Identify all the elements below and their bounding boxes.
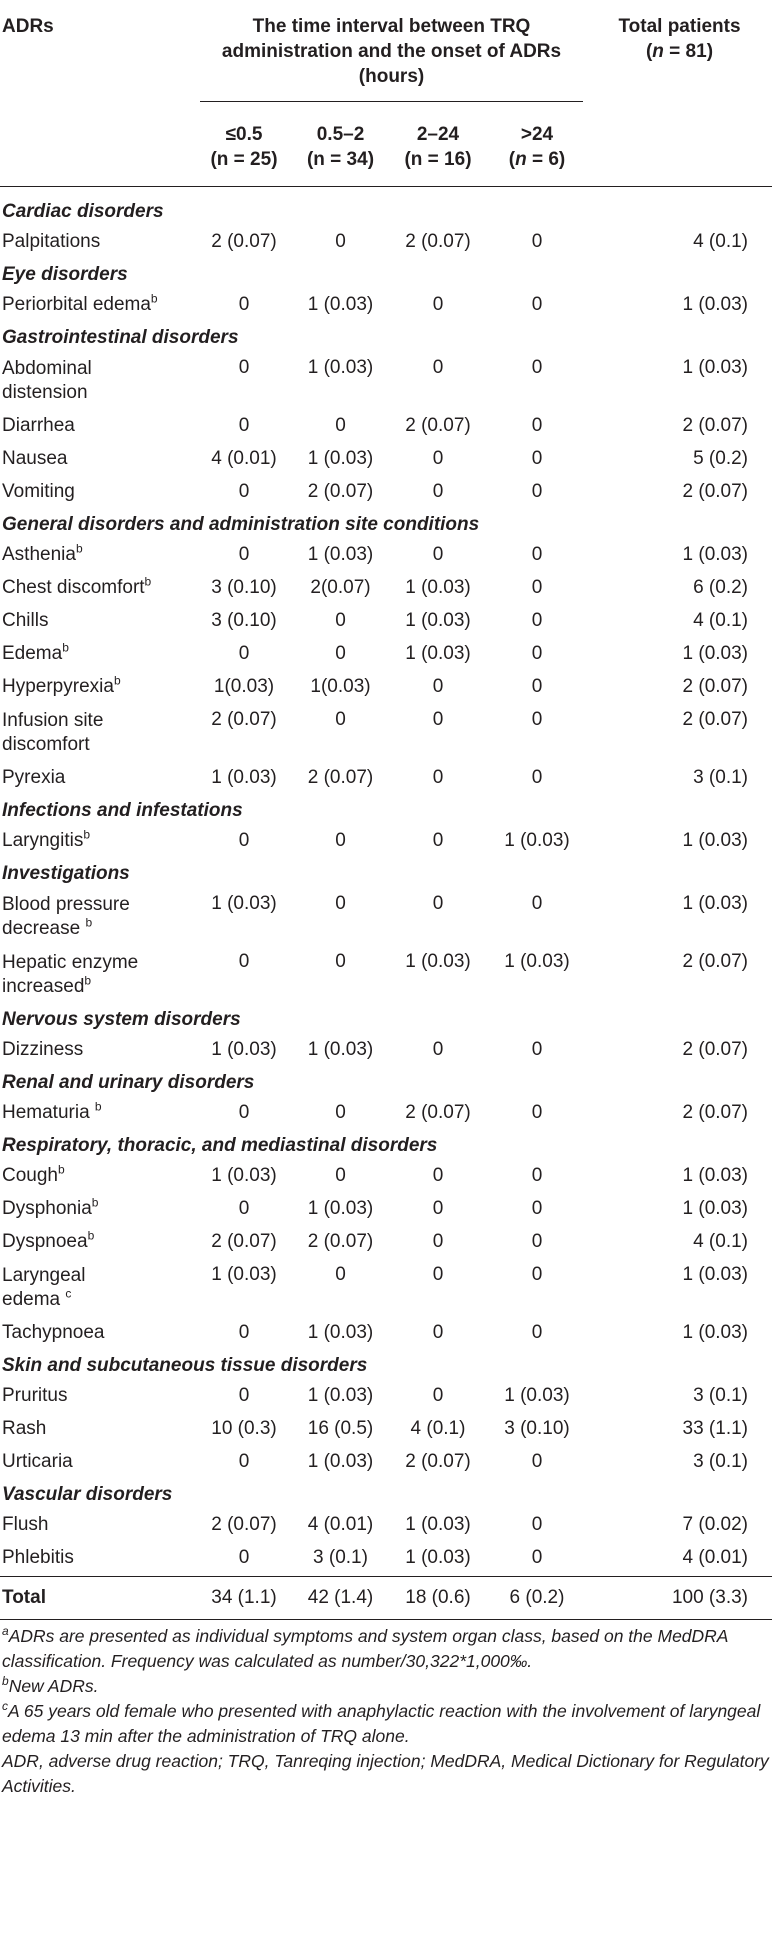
total-value: 4 (0.01) <box>682 1547 748 1568</box>
interval-value: 3 (0.10) <box>211 610 277 631</box>
interval-value: 0 <box>432 767 444 788</box>
footnote-a: $^a$ADRs are presented as individual symptoms and system organ class, based on the MedDRA classification. Frequency was calculated as number/30,322*1,000‰. <box>2 1624 728 1671</box>
total-value: 6 (0.2) <box>693 577 748 598</box>
footnote-c: $^c$A 65 years old female who presented with anaphylactic reaction with the involvement of laryngeal edema 13 min after the administration of TRQ alone. <box>2 1699 761 1746</box>
header-time-interval <box>196 0 587 104</box>
table-row <box>0 606 772 639</box>
table-row <box>0 444 772 477</box>
interval-value: 0 <box>531 1322 543 1343</box>
interval-value: 0 <box>432 1322 444 1343</box>
interval-value: 0 <box>238 357 250 378</box>
adr-name: Chest discomfort$^b$ <box>2 574 152 598</box>
category-row <box>0 1131 772 1161</box>
table-row <box>0 672 772 705</box>
interval-value: 1 (0.03) <box>307 1451 374 1472</box>
category-label: General disorders and administration site conditions <box>2 514 480 535</box>
adr-name: Palpitations <box>2 231 101 252</box>
interval-value: 0 <box>238 415 250 436</box>
category-label: Skin and subcutaneous tissue disorders <box>2 1355 368 1376</box>
interval-value: 2 (0.07) <box>211 231 277 252</box>
interval-value: 1 (0.03) <box>405 643 471 664</box>
interval-value: 0 <box>531 544 543 565</box>
interval-value: 0 <box>531 1039 543 1060</box>
interval-value: 0 <box>335 951 346 972</box>
table-row <box>0 889 772 947</box>
category-label: Cardiac disorders <box>2 201 164 222</box>
interval-value: 0 <box>531 1198 543 1219</box>
table-row <box>0 826 772 859</box>
total-value: 1 (0.03) <box>682 294 748 315</box>
total-value: 4 (0.1) <box>693 231 748 252</box>
total-value: 2 (0.07) <box>682 1102 748 1123</box>
total-value: 1 (0.03) <box>682 1198 748 1219</box>
interval-value: 0 <box>531 1514 543 1535</box>
total-value: 2 (0.07) <box>682 1039 748 1060</box>
table-header <box>0 0 772 187</box>
interval-value: 0 <box>238 1547 250 1568</box>
interval-value: 0 <box>238 1451 250 1472</box>
interval-value: 0 <box>432 448 444 469</box>
table-row <box>0 1161 772 1194</box>
interval-value: 0 <box>335 1264 346 1285</box>
grand-total-value: 100 (3.3) <box>587 1577 772 1620</box>
total-interval-value: 42 (1.4) <box>292 1577 389 1620</box>
interval-value: 1 (0.03) <box>307 357 374 378</box>
interval-value: 2 (0.07) <box>405 231 471 252</box>
total-value: 1 (0.03) <box>682 544 748 565</box>
footnote-mark: b <box>144 574 152 589</box>
interval-value: 0 <box>432 830 444 851</box>
table-row <box>0 540 772 573</box>
interval-value: 0 <box>432 357 444 378</box>
interval-value: 1 (0.03) <box>405 610 471 631</box>
interval-value: 2 (0.07) <box>405 1451 471 1472</box>
header-sub-2-24: 2–24 (n = 16) <box>404 124 472 170</box>
category-label: Eye disorders <box>2 264 128 285</box>
adr-name: Dyspnoea$^b$ <box>2 1228 95 1252</box>
table-row <box>0 1227 772 1260</box>
total-value: 33 (1.1) <box>682 1418 748 1439</box>
adr-name: Infusion site discomfort <box>2 710 104 755</box>
interval-value: 4 (0.1) <box>410 1418 466 1439</box>
category-row <box>0 1068 772 1098</box>
category-row <box>0 260 772 290</box>
total-value: 3 (0.1) <box>693 1385 748 1406</box>
adr-name: Phlebitis <box>2 1547 74 1568</box>
total-value: 1 (0.03) <box>682 893 748 914</box>
category-label: Gastrointestinal disorders <box>2 327 239 348</box>
total-value: 1 (0.03) <box>682 1165 748 1186</box>
footnote-mark: b <box>91 1195 99 1210</box>
adr-name: Rash <box>2 1418 47 1439</box>
adr-name: Dysphonia$^b$ <box>2 1195 99 1219</box>
adr-name: Dizziness <box>2 1039 84 1060</box>
total-value: 1 (0.03) <box>682 1322 748 1343</box>
table-body <box>0 187 772 1620</box>
interval-value: 2 (0.07) <box>405 1102 471 1123</box>
adr-name: Laryngeal edema $^c$ <box>2 1265 86 1310</box>
footnote-mark: b <box>150 291 158 306</box>
table-row <box>0 763 772 796</box>
interval-value: 0 <box>335 830 346 851</box>
interval-value: 1 (0.03) <box>307 1039 374 1060</box>
interval-value: 0 <box>432 481 444 502</box>
interval-value: 0 <box>432 1198 444 1219</box>
header-sub-over-24: >24 (n = 6) <box>508 124 566 170</box>
interval-value: 1 (0.03) <box>405 577 471 598</box>
interval-value: 1 (0.03) <box>211 1039 277 1060</box>
footnote-mark: b <box>113 673 121 688</box>
total-interval-value: 34 (1.1) <box>196 1577 292 1620</box>
adr-name: Nausea <box>2 448 68 469</box>
footnote-mark: b <box>87 1228 95 1243</box>
total-label: Total <box>0 1577 196 1620</box>
table-row <box>0 947 772 1005</box>
footnote-mark: b <box>58 1162 65 1177</box>
table-row <box>0 1318 772 1351</box>
footnote-mark: b <box>62 640 69 655</box>
footnote-b: $^b$New ADRs. <box>2 1674 99 1696</box>
total-value: 1 (0.03) <box>682 643 748 664</box>
interval-value: 0 <box>531 1165 543 1186</box>
interval-value: 0 <box>432 893 444 914</box>
category-label: Vascular disorders <box>2 1484 173 1505</box>
header-time-interval-text: The time interval between TRQ administration and the onset of ADRs (hours) <box>200 14 583 102</box>
interval-value: 0 <box>531 893 543 914</box>
total-value: 7 (0.02) <box>682 1514 748 1535</box>
interval-value: 1 (0.03) <box>307 448 374 469</box>
table-row <box>0 1260 772 1318</box>
interval-value: 0 <box>238 1385 250 1406</box>
interval-value: 16 (0.5) <box>307 1418 374 1439</box>
table-row <box>0 1510 772 1543</box>
footnote-mark: b <box>85 915 93 930</box>
interval-value: 1 (0.03) <box>504 830 570 851</box>
interval-value: 1 (0.03) <box>307 1385 374 1406</box>
interval-value: 0 <box>238 830 250 851</box>
table-row <box>0 411 772 444</box>
category-row <box>0 510 772 540</box>
interval-value: 0 <box>238 294 250 315</box>
interval-value: 0 <box>531 676 543 697</box>
category-label: Nervous system disorders <box>2 1009 241 1030</box>
interval-value: 4 (0.01) <box>211 448 277 469</box>
interval-value: 1 (0.03) <box>307 544 374 565</box>
category-row <box>0 1480 772 1510</box>
interval-value: 1 (0.03) <box>307 294 374 315</box>
interval-value: 0 <box>432 1165 444 1186</box>
interval-value: 0 <box>531 357 543 378</box>
adr-name: Diarrhea <box>2 415 75 436</box>
interval-value: 1 (0.03) <box>504 951 570 972</box>
interval-value: 0 <box>531 448 543 469</box>
adr-name: Hyperpyrexia$^b$ <box>2 673 121 697</box>
category-row <box>0 323 772 353</box>
adr-name: Hematuria $^b$ <box>2 1099 102 1123</box>
table-row <box>0 227 772 260</box>
adr-name: Pyrexia <box>2 767 66 788</box>
interval-value: 0 <box>531 1451 543 1472</box>
adr-name: Chills <box>2 610 49 631</box>
interval-value: 1 (0.03) <box>405 1514 471 1535</box>
interval-value: 0 <box>238 481 250 502</box>
adr-name: Vomiting <box>2 481 75 502</box>
interval-value: 0 <box>238 643 250 664</box>
interval-value: 0 <box>238 1102 250 1123</box>
interval-value: 0 <box>531 231 543 252</box>
interval-value: 1(0.03) <box>310 676 371 697</box>
interval-value: 1 (0.03) <box>211 767 277 788</box>
footnote-mark: b <box>94 1099 102 1114</box>
total-interval-value: 18 (0.6) <box>389 1577 487 1620</box>
interval-value: 0 <box>238 1322 250 1343</box>
total-value: 3 (0.1) <box>693 767 748 788</box>
interval-value: 0 <box>531 767 543 788</box>
interval-value: 0 <box>335 1102 346 1123</box>
header-total-patients <box>587 0 772 186</box>
interval-value: 0 <box>432 709 444 730</box>
interval-value: 2 (0.07) <box>307 1231 374 1252</box>
category-row <box>0 1005 772 1035</box>
interval-value: 0 <box>335 415 346 436</box>
category-row <box>0 796 772 826</box>
interval-value: 1 (0.03) <box>405 1547 471 1568</box>
total-value: 2 (0.07) <box>682 951 748 972</box>
footnote-mark: b <box>75 541 83 556</box>
interval-value: 0 <box>531 1264 543 1285</box>
table-row <box>0 573 772 606</box>
table-row <box>0 1447 772 1480</box>
interval-value: 0 <box>531 1547 543 1568</box>
interval-value: 1 (0.03) <box>405 951 471 972</box>
interval-value: 4 (0.01) <box>307 1514 374 1535</box>
adr-name: Edema$^b$ <box>2 640 69 664</box>
interval-value: 1 (0.03) <box>307 1322 374 1343</box>
category-row <box>0 859 772 889</box>
interval-value: 3 (0.1) <box>313 1547 368 1568</box>
adr-name: Periorbital edema$^b$ <box>2 291 158 315</box>
interval-value: 0 <box>531 294 543 315</box>
total-value: 2 (0.07) <box>682 676 748 697</box>
interval-value: 0 <box>432 294 444 315</box>
footnote-abbreviations: ADR, adverse drug reaction; TRQ, Tanreqing injection; MedDRA, Medical Dictionary for Regulatory Activities. <box>2 1751 769 1796</box>
interval-value: 0 <box>432 544 444 565</box>
interval-value: 3 (0.10) <box>504 1418 570 1439</box>
interval-value: 0 <box>432 1385 444 1406</box>
interval-value: 1 (0.03) <box>307 1198 374 1219</box>
total-value: 1 (0.03) <box>682 357 748 378</box>
interval-value: 0 <box>335 231 346 252</box>
adr-name: Flush <box>2 1514 49 1535</box>
table-row <box>0 1414 772 1447</box>
interval-value: 0 <box>238 951 250 972</box>
header-sub-0-0.5: ≤0.5 (n = 25) <box>210 124 278 170</box>
category-label: Investigations <box>2 863 130 884</box>
interval-value: 2 (0.07) <box>405 415 471 436</box>
interval-value: 0 <box>432 1264 444 1285</box>
footnotes <box>0 1620 772 1799</box>
table-row <box>0 705 772 763</box>
adr-name: Asthenia$^b$ <box>2 541 83 565</box>
adr-name: Abdominal distension <box>2 358 92 403</box>
interval-value: 2 (0.07) <box>307 481 374 502</box>
interval-value: 0 <box>238 544 250 565</box>
adr-name: Pruritus <box>2 1385 68 1406</box>
header-total-label: Total patients <box>618 16 741 37</box>
category-row <box>0 187 772 228</box>
footnote-mark: c <box>65 1286 72 1301</box>
interval-value: 0 <box>531 709 543 730</box>
interval-value: 0 <box>531 415 543 436</box>
header-sub-0.5-2: 0.5–2 (n = 34) <box>306 124 375 170</box>
total-value: 4 (0.1) <box>693 1231 748 1252</box>
footnote-mark: b <box>84 973 92 988</box>
interval-value: 0 <box>335 709 346 730</box>
table-row <box>0 290 772 323</box>
interval-value: 2 (0.07) <box>211 1231 277 1252</box>
interval-value: 2 (0.07) <box>211 1514 277 1535</box>
adr-name: Blood pressure decrease $^b$ <box>2 894 130 939</box>
total-interval-value: 6 (0.2) <box>487 1577 587 1620</box>
interval-value: 10 (0.3) <box>211 1418 277 1439</box>
interval-value: 0 <box>531 481 543 502</box>
category-label: Renal and urinary disorders <box>2 1072 255 1093</box>
table-row <box>0 1035 772 1068</box>
table-row <box>0 477 772 510</box>
interval-value: 0 <box>335 643 346 664</box>
interval-value: 0 <box>432 676 444 697</box>
interval-value: 1(0.03) <box>213 676 275 697</box>
adr-name: Tachypnoea <box>2 1322 105 1343</box>
interval-value: 0 <box>335 610 346 631</box>
adr-name: Cough$^b$ <box>2 1162 65 1186</box>
total-value: 1 (0.03) <box>682 1264 748 1285</box>
footnote-mark: b <box>83 827 91 842</box>
total-value: 2 (0.07) <box>682 481 748 502</box>
adr-name: Urticaria <box>2 1451 73 1472</box>
header-adrs: ADRs <box>2 16 54 37</box>
table-row <box>0 1381 772 1414</box>
adr-name: Hepatic enzyme increased$^b$ <box>2 952 139 997</box>
table-row <box>0 1543 772 1577</box>
category-label: Infections and infestations <box>2 800 243 821</box>
interval-value: 0 <box>432 1231 444 1252</box>
total-value: 2 (0.07) <box>682 415 748 436</box>
adr-name: Laryngitis$^b$ <box>2 827 91 851</box>
interval-value: 2(0.07) <box>310 577 371 598</box>
interval-value: 3 (0.10) <box>211 577 277 598</box>
table-row <box>0 353 772 411</box>
total-value: 3 (0.1) <box>693 1451 748 1472</box>
interval-value: 2 (0.07) <box>307 767 374 788</box>
interval-value: 0 <box>531 643 543 664</box>
interval-value: 2 (0.07) <box>211 709 277 730</box>
total-value: 2 (0.07) <box>682 709 748 730</box>
interval-value: 0 <box>531 1231 543 1252</box>
total-row <box>0 1577 772 1620</box>
table-row <box>0 639 772 672</box>
header-total-n: (n = 81) <box>645 41 714 62</box>
interval-value: 0 <box>531 577 543 598</box>
total-value: 4 (0.1) <box>693 610 748 631</box>
table-row <box>0 1098 772 1131</box>
interval-value: 1 (0.03) <box>211 1264 277 1285</box>
category-row <box>0 1351 772 1381</box>
interval-value: 0 <box>432 1039 444 1060</box>
interval-value: 0 <box>335 893 346 914</box>
interval-value: 0 <box>531 610 543 631</box>
table-row <box>0 1194 772 1227</box>
category-label: Respiratory, thoracic, and mediastinal disorders <box>2 1135 438 1156</box>
interval-value: 1 (0.03) <box>211 1165 277 1186</box>
total-value: 1 (0.03) <box>682 830 748 851</box>
interval-value: 0 <box>335 1165 346 1186</box>
interval-value: 1 (0.03) <box>211 893 277 914</box>
interval-value: 0 <box>531 1102 543 1123</box>
interval-value: 0 <box>238 1198 250 1219</box>
interval-value: 1 (0.03) <box>504 1385 570 1406</box>
total-value: 5 (0.2) <box>693 448 748 469</box>
